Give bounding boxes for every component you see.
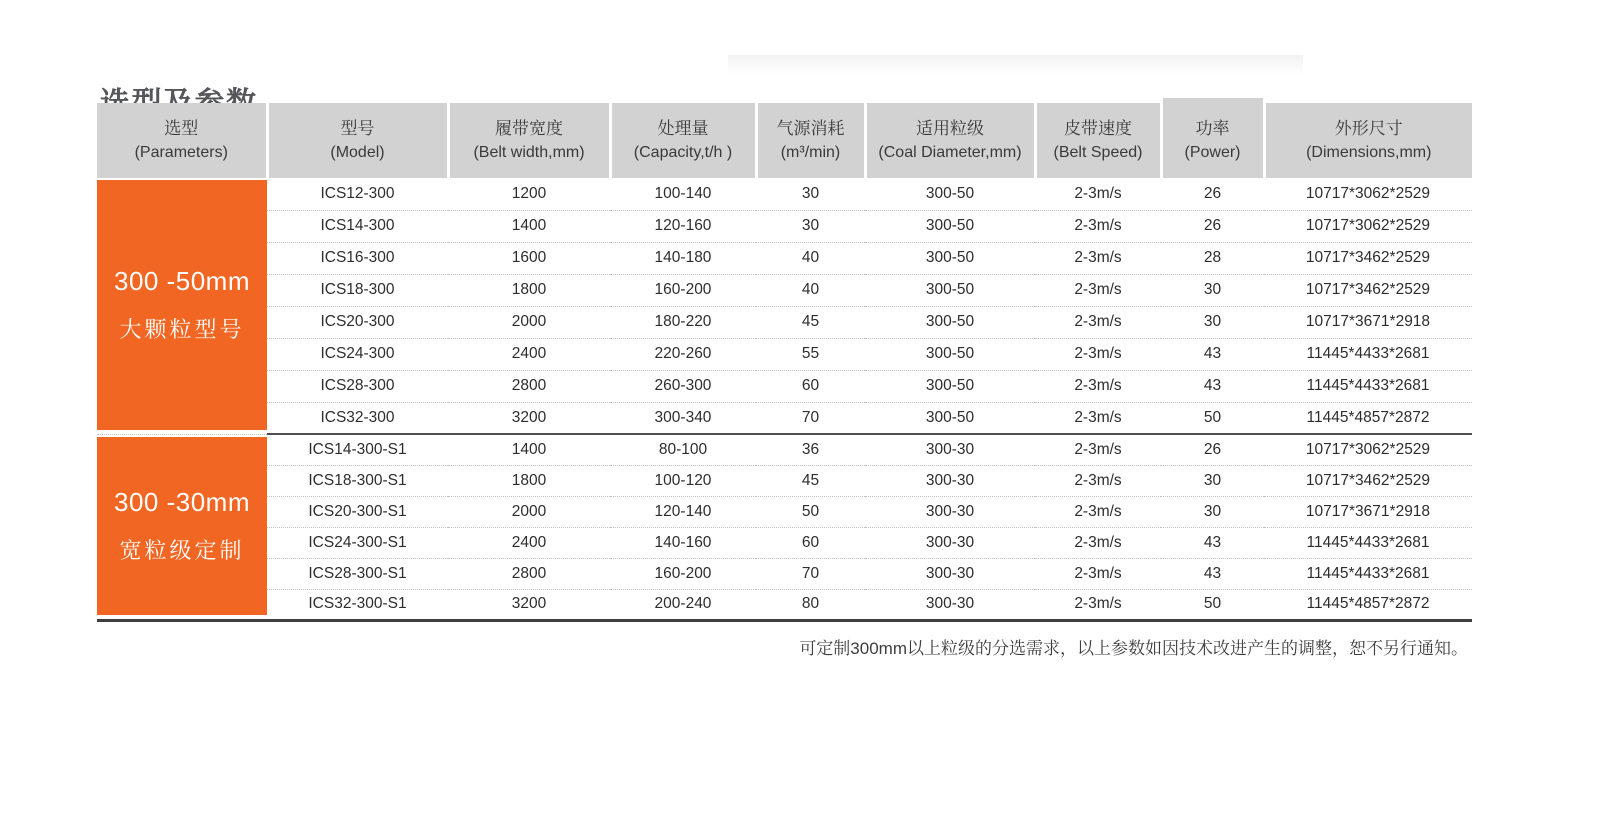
cell-coal-diameter: 300-50 [865,370,1035,402]
cell-power: 43 [1161,338,1264,370]
cell-coal-diameter: 300-50 [865,242,1035,274]
cell-air-consumption: 70 [756,558,865,589]
table-row [97,210,1472,242]
cell-belt-speed: 2-3m/s [1035,527,1161,558]
cell-belt-width: 3200 [448,402,610,434]
cell-coal-diameter: 300-30 [865,527,1035,558]
cell-air-consumption: 50 [756,496,865,527]
cell-power: 43 [1161,370,1264,402]
cell-dimensions: 11445*4433*2681 [1264,527,1472,558]
cell-belt-width: 2000 [448,306,610,338]
cell-power: 30 [1161,465,1264,496]
cell-air-consumption: 55 [756,338,865,370]
cell-belt-width: 3200 [448,589,610,620]
cell-power: 30 [1161,274,1264,306]
cell-dimensions: 10717*3462*2529 [1264,274,1472,306]
cell-belt-speed: 2-3m/s [1035,178,1161,210]
cell-belt-width: 1800 [448,274,610,306]
cell-belt-width: 1800 [448,465,610,496]
cell-dimensions: 10717*3671*2918 [1264,306,1472,338]
cell-capacity: 140-180 [610,242,756,274]
cell-model: ICS24-300 [267,338,448,370]
cell-capacity: 120-140 [610,496,756,527]
cell-dimensions: 11445*4433*2681 [1264,370,1472,402]
header-zh: 功率 [1195,118,1230,138]
cell-belt-width: 2800 [448,370,610,402]
cell-belt-speed: 2-3m/s [1035,558,1161,589]
cell-belt-speed: 2-3m/s [1035,465,1161,496]
cell-air-consumption: 36 [756,434,865,465]
cell-air-consumption: 60 [756,370,865,402]
cell-capacity: 100-120 [610,465,756,496]
cell-coal-diameter: 300-30 [865,558,1035,589]
group-label [97,180,267,430]
footnote: 可定制300mm以上粒级的分选需求，以上参数如因技术改进产生的调整，恕不另行通知。 [799,639,1468,658]
header-zh: 外形尺寸 [1334,118,1403,138]
cell-coal-diameter: 300-30 [865,465,1035,496]
cell-capacity: 140-160 [610,527,756,558]
cell-model: ICS20-300-S1 [267,496,448,527]
cell-coal-diameter: 300-30 [865,496,1035,527]
cell-model: ICS12-300 [267,178,448,210]
header-row [97,103,1472,178]
cell-belt-width: 2400 [448,527,610,558]
table-body [97,178,1472,620]
cell-dimensions: 10717*3462*2529 [1264,242,1472,274]
cell-air-consumption: 30 [756,210,865,242]
cell-capacity: 220-260 [610,338,756,370]
group-label-cell [97,178,267,434]
table-row [97,496,1472,527]
header-en: (Dimensions,mm) [1306,144,1432,162]
cell-model: ICS32-300 [267,402,448,434]
header-power [1161,103,1264,178]
cell-power: 43 [1161,527,1264,558]
header-zh: 处理量 [657,118,709,138]
cell-air-consumption: 80 [756,589,865,620]
cell-power: 26 [1161,434,1264,465]
cell-belt-speed: 2-3m/s [1035,589,1161,620]
spec-table-wrap [97,103,1472,622]
cell-dimensions: 10717*3062*2529 [1264,210,1472,242]
header-zh: 气源消耗 [776,118,845,138]
cell-belt-width: 1600 [448,242,610,274]
cell-model: ICS14-300-S1 [267,434,448,465]
cell-capacity: 160-200 [610,274,756,306]
header-parameters [97,103,267,178]
cell-air-consumption: 60 [756,527,865,558]
header-model [267,103,448,178]
cell-belt-width: 1400 [448,210,610,242]
cell-air-consumption: 40 [756,242,865,274]
cell-capacity: 80-100 [610,434,756,465]
header-en: (Belt Speed) [1053,144,1143,162]
cell-belt-width: 2400 [448,338,610,370]
cell-capacity: 120-160 [610,210,756,242]
header-zh: 皮带速度 [1064,118,1132,138]
header-dimensions [1264,103,1472,178]
cell-model: ICS28-300-S1 [267,558,448,589]
table-row [97,434,1472,465]
cell-power: 30 [1161,306,1264,338]
cell-belt-speed: 2-3m/s [1035,338,1161,370]
cell-model: ICS28-300 [267,370,448,402]
header-zh: 型号 [340,118,375,138]
cell-dimensions: 10717*3062*2529 [1264,434,1472,465]
cell-belt-width: 1400 [448,434,610,465]
cell-coal-diameter: 300-50 [865,178,1035,210]
header-en: (Coal Diameter,mm) [878,144,1022,162]
cell-coal-diameter: 300-50 [865,402,1035,434]
cell-power: 30 [1161,496,1264,527]
cell-dimensions: 11445*4857*2872 [1264,589,1472,620]
cell-capacity: 100-140 [610,178,756,210]
header-en: (Belt width,mm) [473,144,585,162]
cell-model: ICS24-300-S1 [267,527,448,558]
table-row [97,178,1472,210]
cell-belt-speed: 2-3m/s [1035,402,1161,434]
cell-dimensions: 11445*4433*2681 [1264,558,1472,589]
cell-air-consumption: 45 [756,465,865,496]
cell-capacity: 160-200 [610,558,756,589]
group-type-name: 宽粒级定制 [119,537,245,563]
cell-power: 26 [1161,210,1264,242]
table-row [97,274,1472,306]
cell-coal-diameter: 300-50 [865,210,1035,242]
cell-capacity: 300-340 [610,402,756,434]
cell-coal-diameter: 300-50 [865,306,1035,338]
cell-air-consumption: 70 [756,402,865,434]
cell-belt-speed: 2-3m/s [1035,306,1161,338]
table-row [97,589,1472,620]
group-type-name: 大颗粒型号 [119,316,245,342]
cell-power: 50 [1161,589,1264,620]
cell-model: ICS18-300-S1 [267,465,448,496]
table-row [97,242,1472,274]
cell-air-consumption: 40 [756,274,865,306]
cell-dimensions: 11445*4857*2872 [1264,402,1472,434]
cell-capacity: 200-240 [610,589,756,620]
cell-dimensions: 10717*3671*2918 [1264,496,1472,527]
header-zh: 适用粒级 [916,118,984,138]
header-en: (Model) [330,144,385,162]
group-size-range: 300 -30mm [114,486,250,517]
cell-belt-speed: 2-3m/s [1035,370,1161,402]
cell-belt-speed: 2-3m/s [1035,242,1161,274]
table-row [97,402,1472,434]
cell-power: 43 [1161,558,1264,589]
cell-model: ICS14-300 [267,210,448,242]
cell-model: ICS20-300 [267,306,448,338]
header-en: (m³/min) [780,144,841,162]
group-size-range: 300 -50mm [114,265,250,296]
cell-belt-width: 2000 [448,496,610,527]
cell-belt-speed: 2-3m/s [1035,274,1161,306]
cell-coal-diameter: 300-50 [865,338,1035,370]
cell-capacity: 260-300 [610,370,756,402]
header-en: (Parameters) [134,144,228,162]
cell-power: 50 [1161,402,1264,434]
table-row [97,465,1472,496]
header-en: (Power) [1184,144,1241,162]
cell-dimensions: 10717*3462*2529 [1264,465,1472,496]
table-row [97,338,1472,370]
cell-power: 26 [1161,178,1264,210]
group-label [97,437,267,615]
header-capacity [610,103,756,178]
table-row [97,527,1472,558]
spec-table [97,103,1472,622]
cell-belt-width: 1200 [448,178,610,210]
cell-belt-width: 2800 [448,558,610,589]
table-row [97,558,1472,589]
table-row [97,306,1472,338]
cell-belt-speed: 2-3m/s [1035,496,1161,527]
cell-capacity: 180-220 [610,306,756,338]
header-zh: 选型 [164,118,199,138]
cell-dimensions: 10717*3062*2529 [1264,178,1472,210]
header-zh: 履带宽度 [495,118,563,138]
header-air-consumption [756,103,865,178]
cell-coal-diameter: 300-30 [865,589,1035,620]
header-en: (Capacity,t/h ) [633,144,733,162]
table-row [97,370,1472,402]
cell-coal-diameter: 300-50 [865,274,1035,306]
cell-belt-speed: 2-3m/s [1035,434,1161,465]
header-belt-width [448,103,610,178]
cell-model: ICS16-300 [267,242,448,274]
cell-air-consumption: 30 [756,178,865,210]
group-label-cell [97,434,267,620]
cell-model: ICS18-300 [267,274,448,306]
cell-air-consumption: 45 [756,306,865,338]
cell-dimensions: 11445*4433*2681 [1264,338,1472,370]
cell-coal-diameter: 300-30 [865,434,1035,465]
cell-power: 28 [1161,242,1264,274]
decorative-shade [728,55,1303,75]
header-belt-speed [1035,103,1161,178]
cell-model: ICS32-300-S1 [267,589,448,620]
cell-belt-speed: 2-3m/s [1035,210,1161,242]
header-coal-diameter [865,103,1035,178]
